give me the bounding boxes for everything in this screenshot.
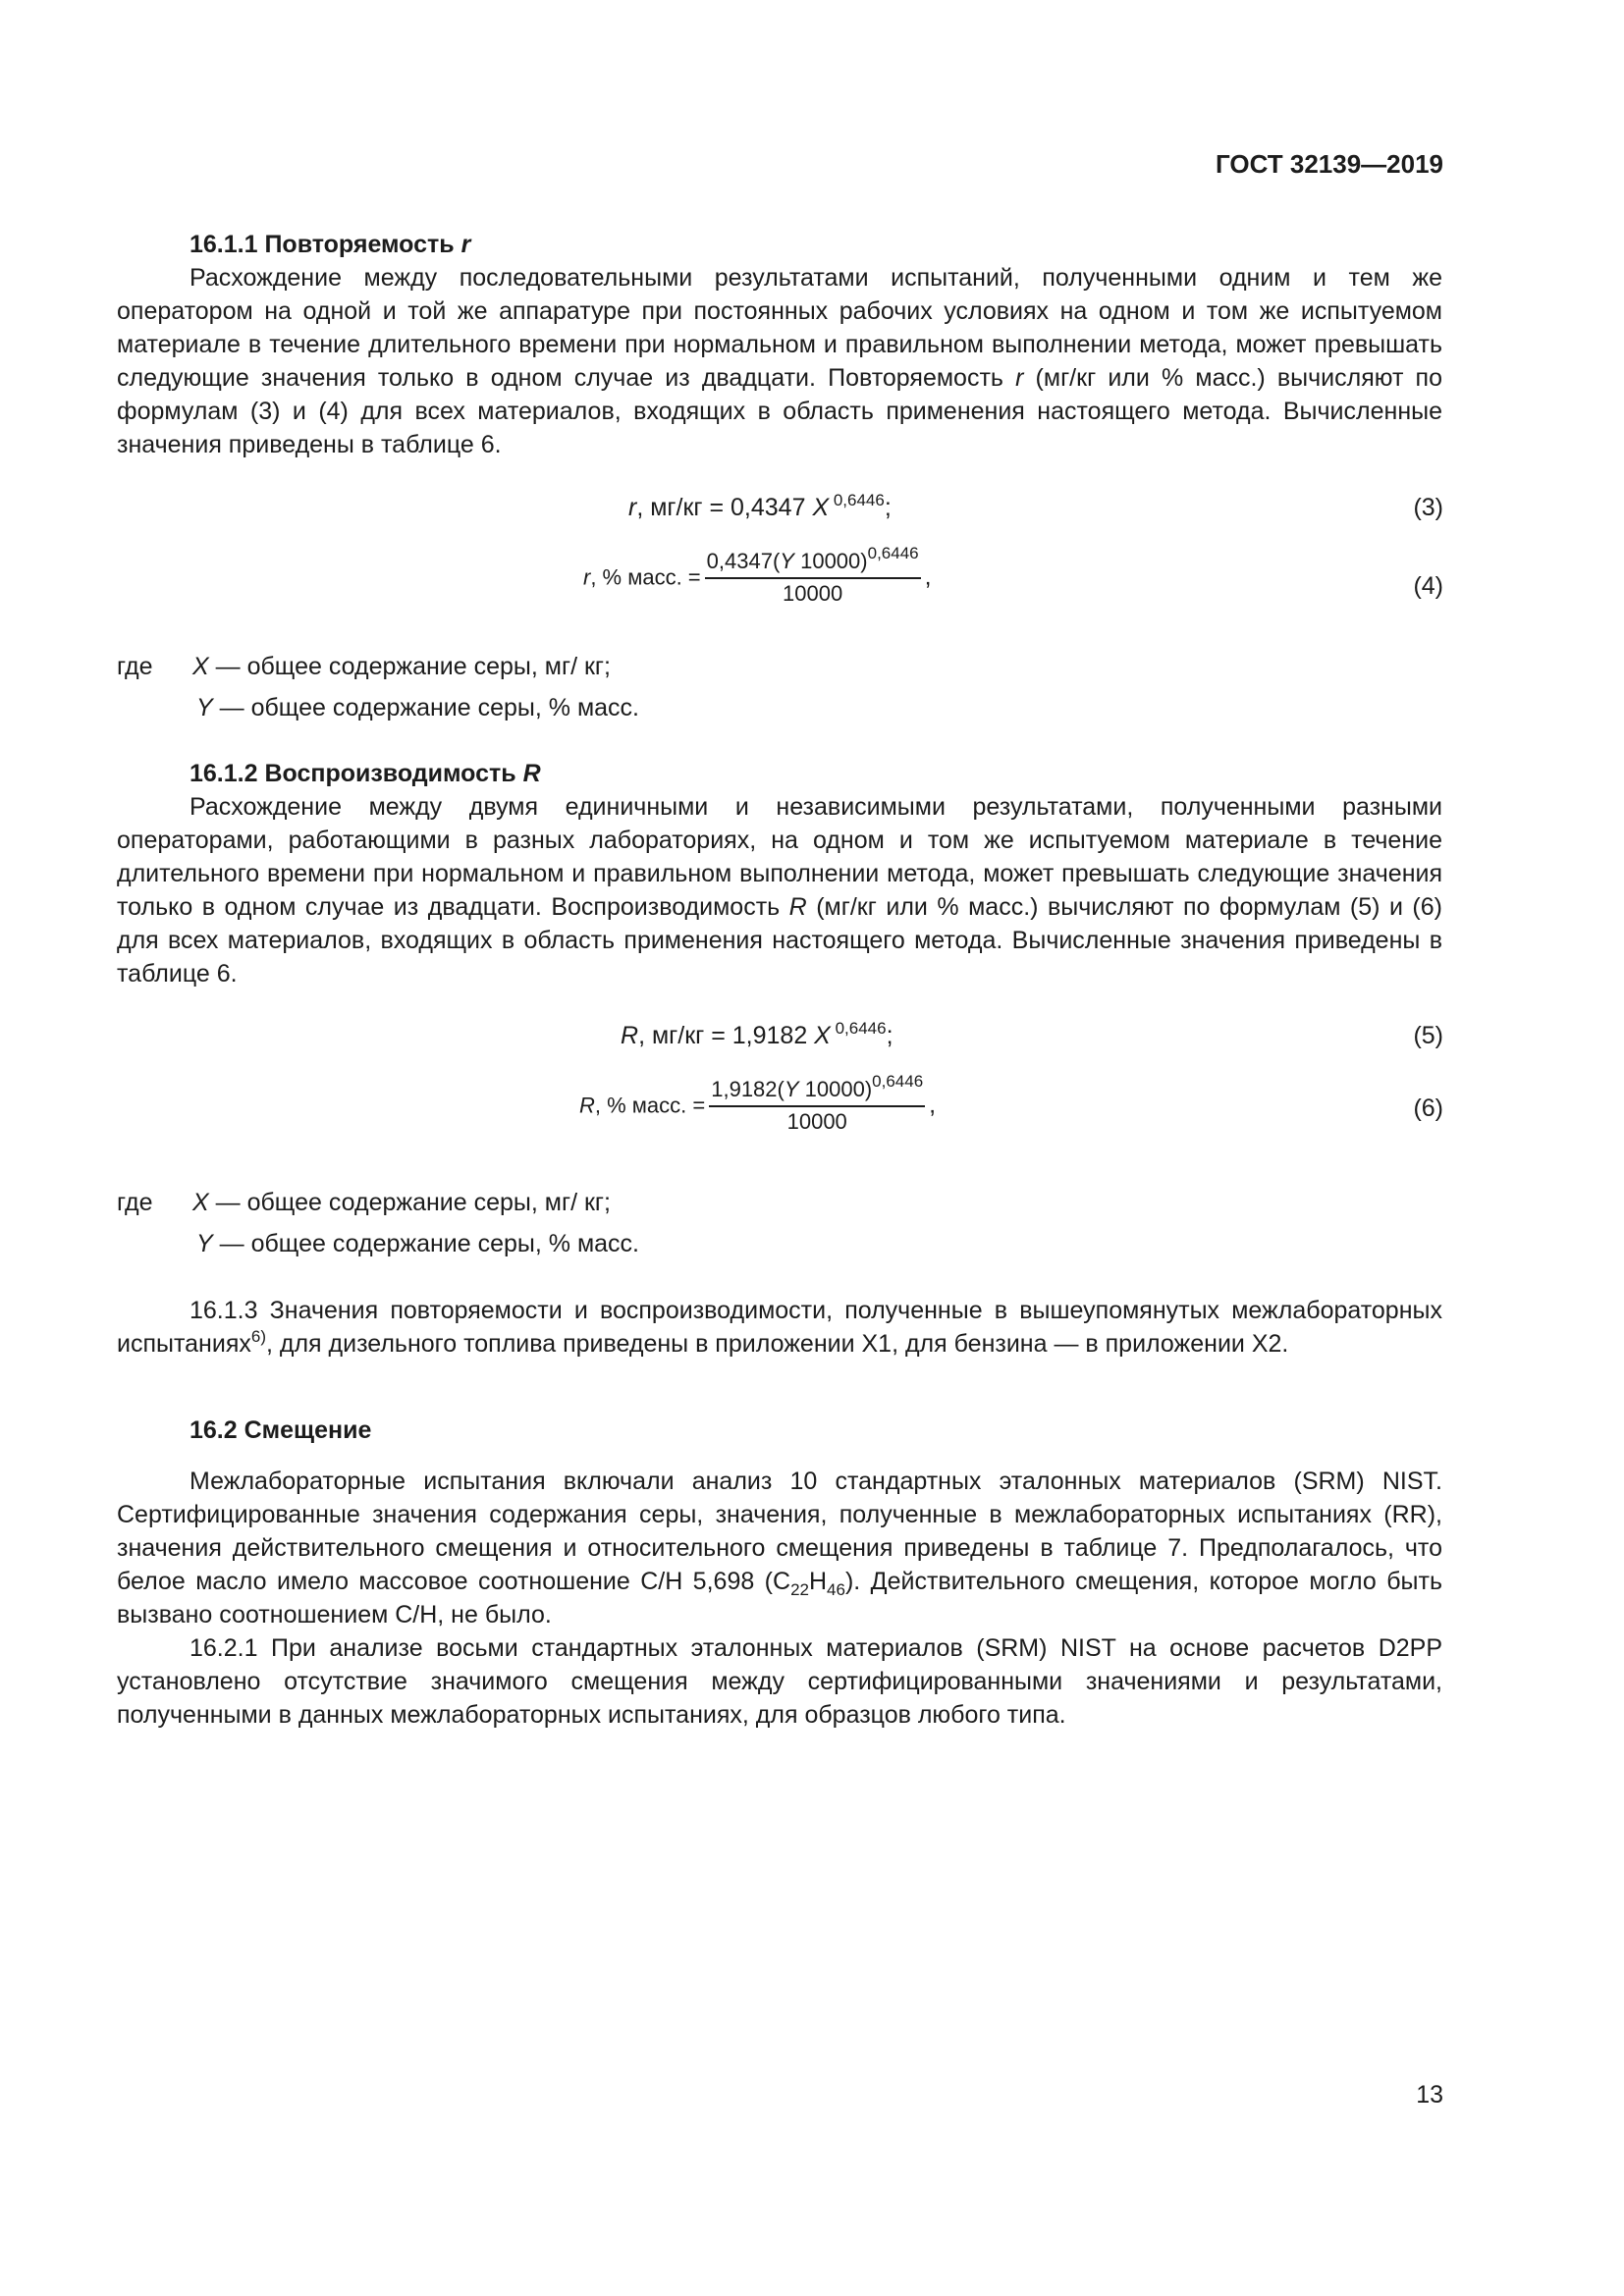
paragraph-repeatability bbox=[117, 261, 1442, 461]
formula-tail: ; bbox=[886, 1022, 893, 1049]
numerator-y: Y bbox=[784, 1077, 799, 1101]
heading-symbol: R bbox=[522, 760, 541, 787]
numerator-exponent: 0,6446 bbox=[867, 544, 919, 562]
paragraph-text: Расхождение между последовательными результатами испытаний, полученными одним и тем же оператором на одной и той же аппаратуре при постоянных рабочих условиях на одном и том же испытуемом материале в течение длительного времени при нормальном и правильном выполнении метода, может превышать следующие значения только в одном случае из двадцати. Повторяемость bbox=[117, 264, 1442, 392]
where-text: — общее содержание серы, % масс. bbox=[212, 1230, 640, 1257]
where-text: — общее содержание серы, мг/ кг; bbox=[208, 653, 611, 680]
formula-tail: , bbox=[929, 1091, 937, 1119]
where-symbol: X bbox=[192, 1189, 209, 1216]
heading-title: Повторяемость bbox=[264, 231, 461, 258]
where-definition-y bbox=[196, 691, 639, 724]
equation-number-6: (6) bbox=[1413, 1095, 1443, 1122]
formula-expression: , мг/кг = 1,9182 bbox=[638, 1022, 815, 1049]
where-label: где bbox=[117, 1189, 153, 1216]
paragraph-text: Расхождение между двумя единичными и независимыми результатами, полученными разными операторами, работающими в разных лабораториях, на одном и том же испытуемом материале в течение длительного времени при нормальном и правильном выполнении метода, может превышать следующие значения только в одном случае из двадцати. Воспроизводимость bbox=[117, 793, 1442, 921]
heading-number: 16.1.2 bbox=[189, 760, 265, 787]
formula-expression: , мг/кг = 0,4347 bbox=[636, 494, 813, 521]
numerator-coef: 1,9182( bbox=[711, 1077, 785, 1101]
heading-number: 16.1.1 bbox=[189, 231, 265, 258]
subscript-h: 46 bbox=[827, 1580, 845, 1599]
paragraph-16-1-3 bbox=[117, 1294, 1442, 1361]
where-symbol: X bbox=[192, 653, 209, 680]
inline-symbol: r bbox=[1015, 364, 1024, 392]
formula-exponent: 0,6446 bbox=[829, 491, 885, 509]
numerator-exponent: 0,6446 bbox=[872, 1072, 924, 1091]
formula-fraction bbox=[709, 1072, 925, 1137]
section-heading-bias: 16.2 Смещение bbox=[189, 1416, 372, 1444]
formula-5 bbox=[621, 1019, 893, 1052]
paragraph-16-2-1: 16.2.1 При анализе восьми стандартных эталонных материалов (SRM) NIST на основе расчетов D2PP установлено отсутствие значимого смещения между сертифицированными значениями и результатами, полученными в данных межлабораторных испытаниях, для образцов любого типа. bbox=[117, 1634, 1442, 1729]
formula-lhs: , % масс. = bbox=[590, 564, 701, 590]
paragraph-text-end: (мг/кг или % масс.) вычисляют по формулам (5) и (6) для всех материалов, входящих в область применения настоящего метода. Вычисленные значения приведены в таблице 6. bbox=[117, 893, 1442, 988]
formula-3 bbox=[628, 491, 892, 524]
fraction-denominator: 10000 bbox=[783, 581, 843, 606]
formula-tail: ; bbox=[884, 494, 892, 521]
where-definition-x bbox=[192, 1186, 611, 1219]
equation-number-5: (5) bbox=[1413, 1022, 1443, 1049]
footnote-ref: 6) bbox=[250, 1327, 266, 1346]
page-number: 13 bbox=[1416, 2081, 1443, 2109]
paragraph-text: 16.1.3 Значения повторяемости и воспроизводимости, полученные в вышеупомянутых межлабораторных испытаниях bbox=[117, 1297, 1442, 1358]
numerator-coef: 0,4347( bbox=[706, 549, 781, 573]
equation-number-4: (4) bbox=[1413, 572, 1443, 600]
where-symbol: Y bbox=[196, 1230, 213, 1257]
numerator-y: Y bbox=[780, 549, 794, 573]
formula-variable: r bbox=[583, 564, 591, 590]
formula-h: H bbox=[808, 1568, 828, 1595]
formula-6 bbox=[579, 1072, 937, 1137]
where-text: — общее содержание серы, мг/ кг; bbox=[208, 1189, 611, 1216]
formula-variable: r bbox=[628, 494, 637, 521]
formula-tail: , bbox=[924, 562, 932, 591]
paragraph-text-end: (мг/кг или % масс.) вычисляют по формулам (3) и (4) для всех материалов, входящих в область применения настоящего метода. Вычисленные значения приведены в таблице 6. bbox=[117, 364, 1442, 458]
formula-x: X bbox=[812, 494, 830, 521]
equation-number-3: (3) bbox=[1413, 494, 1443, 521]
paragraph-bias bbox=[117, 1465, 1442, 1732]
formula-variable: R bbox=[621, 1022, 639, 1049]
where-text: — общее содержание серы, % масс. bbox=[212, 694, 640, 721]
inline-symbol: R bbox=[788, 893, 807, 921]
formula-exponent: 0,6446 bbox=[830, 1019, 887, 1038]
where-definition-y bbox=[196, 1227, 639, 1260]
section-heading-repeatability bbox=[189, 228, 470, 261]
numerator-factor: 10000) bbox=[793, 549, 868, 573]
formula-fraction bbox=[705, 544, 921, 609]
paragraph-reproducibility bbox=[117, 790, 1442, 990]
numerator-factor: 10000) bbox=[798, 1077, 873, 1101]
document-standard-number: ГОСТ 32139—2019 bbox=[1216, 149, 1443, 179]
where-symbol: Y bbox=[196, 694, 213, 721]
formula-4 bbox=[583, 544, 932, 609]
paragraph-text: Межлабораторные испытания включали анализ 10 стандартных эталонных материалов (SRM) NIST. Сертифицированные значения содержания серы, значения, полученные в межлабораторных испытаниях (RR), значения действительного смещения и относительного смещения приведены в таблице 7. Предполагалось, что белое масло имело массовое соотношение C/H 5,698 (C bbox=[117, 1468, 1442, 1595]
where-definition-x bbox=[192, 650, 611, 683]
fraction-numerator bbox=[709, 1072, 925, 1107]
paragraph-text-end: ). Действительного смещения, которое могло быть вызвано соотношением C/H, не было. bbox=[117, 1568, 1443, 1629]
formula-variable: R bbox=[579, 1093, 595, 1118]
heading-symbol: r bbox=[460, 231, 471, 258]
fraction-numerator bbox=[705, 544, 921, 579]
section-heading-reproducibility bbox=[189, 757, 541, 790]
heading-title: Воспроизводимость bbox=[264, 760, 523, 787]
subscript-c: 22 bbox=[790, 1580, 809, 1599]
formula-x: X bbox=[814, 1022, 831, 1049]
formula-lhs: , % масс. = bbox=[594, 1093, 706, 1118]
where-label: где bbox=[117, 653, 153, 680]
fraction-denominator: 10000 bbox=[786, 1109, 847, 1134]
paragraph-text-end: , для дизельного топлива приведены в приложении X1, для бензина — в приложении X2. bbox=[265, 1330, 1289, 1358]
